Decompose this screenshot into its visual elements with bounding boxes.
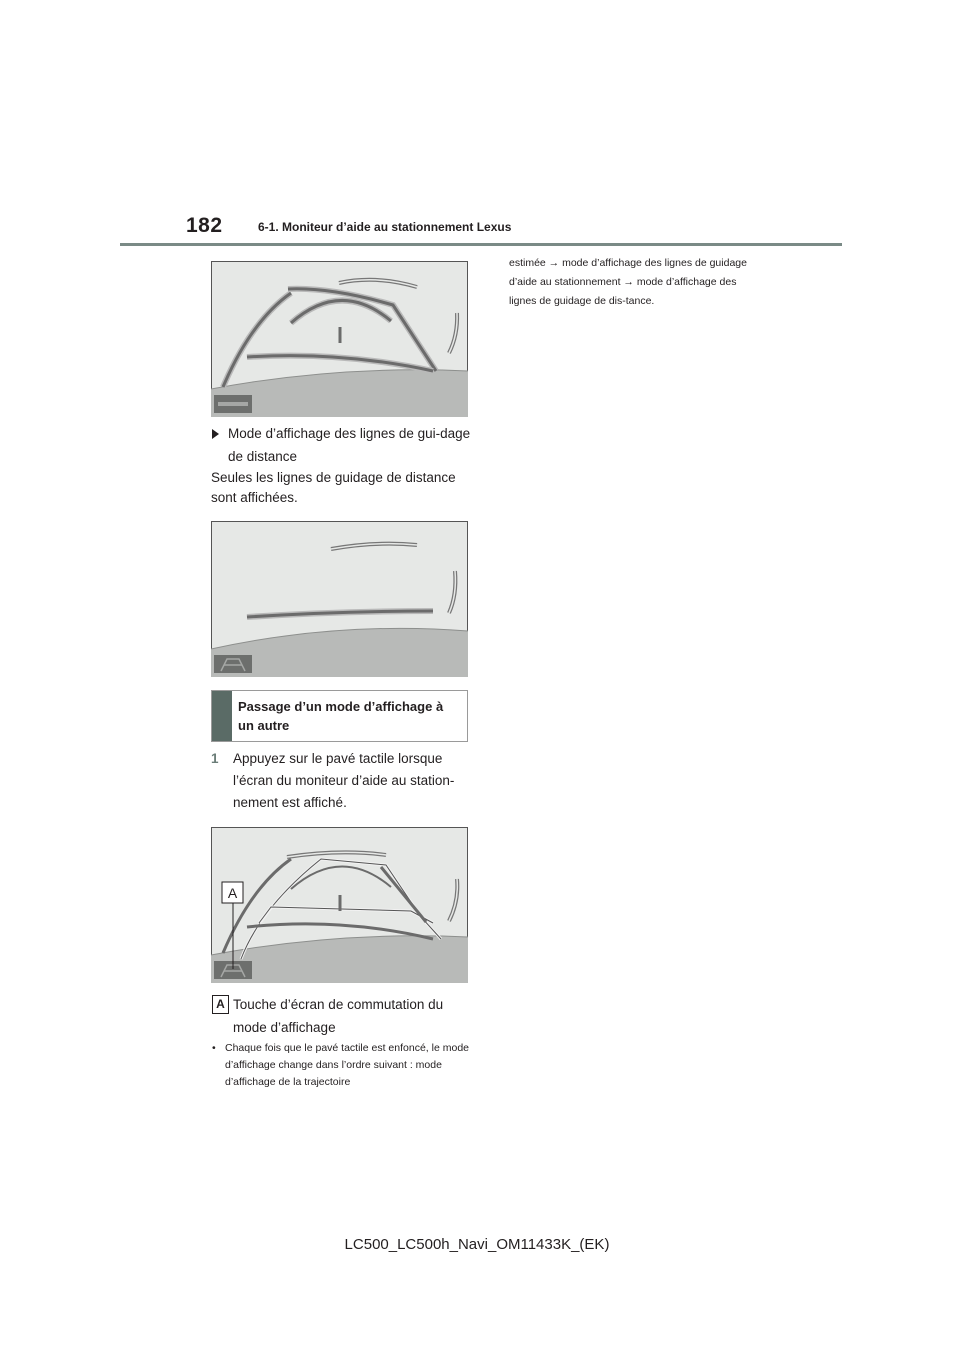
step-1 xyxy=(211,748,473,814)
mode-description: Seules les lignes de guidage de distance sont affichées. xyxy=(211,470,456,505)
footer-code: LC500_LC500h_Navi_OM11433K_(EK) xyxy=(344,1236,610,1253)
mode-heading: Mode d’affichage des lignes de gui-dage de distance xyxy=(212,422,472,468)
step-text: Appuyez sur le pavé tactile lorsque l’écran du moniteur d’aide au station-nement est affiché. xyxy=(233,751,455,810)
distance-guide-lines-screen xyxy=(211,521,468,677)
figure-callout-a: A xyxy=(227,885,238,901)
callout-a-label: A xyxy=(212,995,229,1014)
heading-bar xyxy=(212,691,232,741)
section-title: 6-1. Moniteur d’aide au stationnement Lexus xyxy=(258,220,512,234)
step-number: 1 xyxy=(211,751,219,766)
callout-a-description: Touche d’écran de commutation du mode d’affichage xyxy=(233,997,444,1035)
parking-guide-lines-screen xyxy=(211,261,468,417)
switch-mode-heading-box: Passage d’un mode d’affichage à un autre xyxy=(211,690,468,742)
bullet-icon: • xyxy=(212,1042,216,1054)
display-switch-screen xyxy=(211,827,468,983)
page-number: 182 xyxy=(186,214,223,237)
triangle-bullet-icon xyxy=(212,429,219,439)
right-column-text: estimée → mode d’affichage des lignes de guidage d’aide au stationnement → mode d’affichage des lignes de guidage de dis-tance. xyxy=(509,257,747,307)
header-divider xyxy=(120,243,842,246)
note-item: • Chaque fois que le pavé tactile est enfoncé, le mode d’affichage change dans l’ordre suivant : mode d’affichage de la trajectoire xyxy=(212,1042,469,1088)
